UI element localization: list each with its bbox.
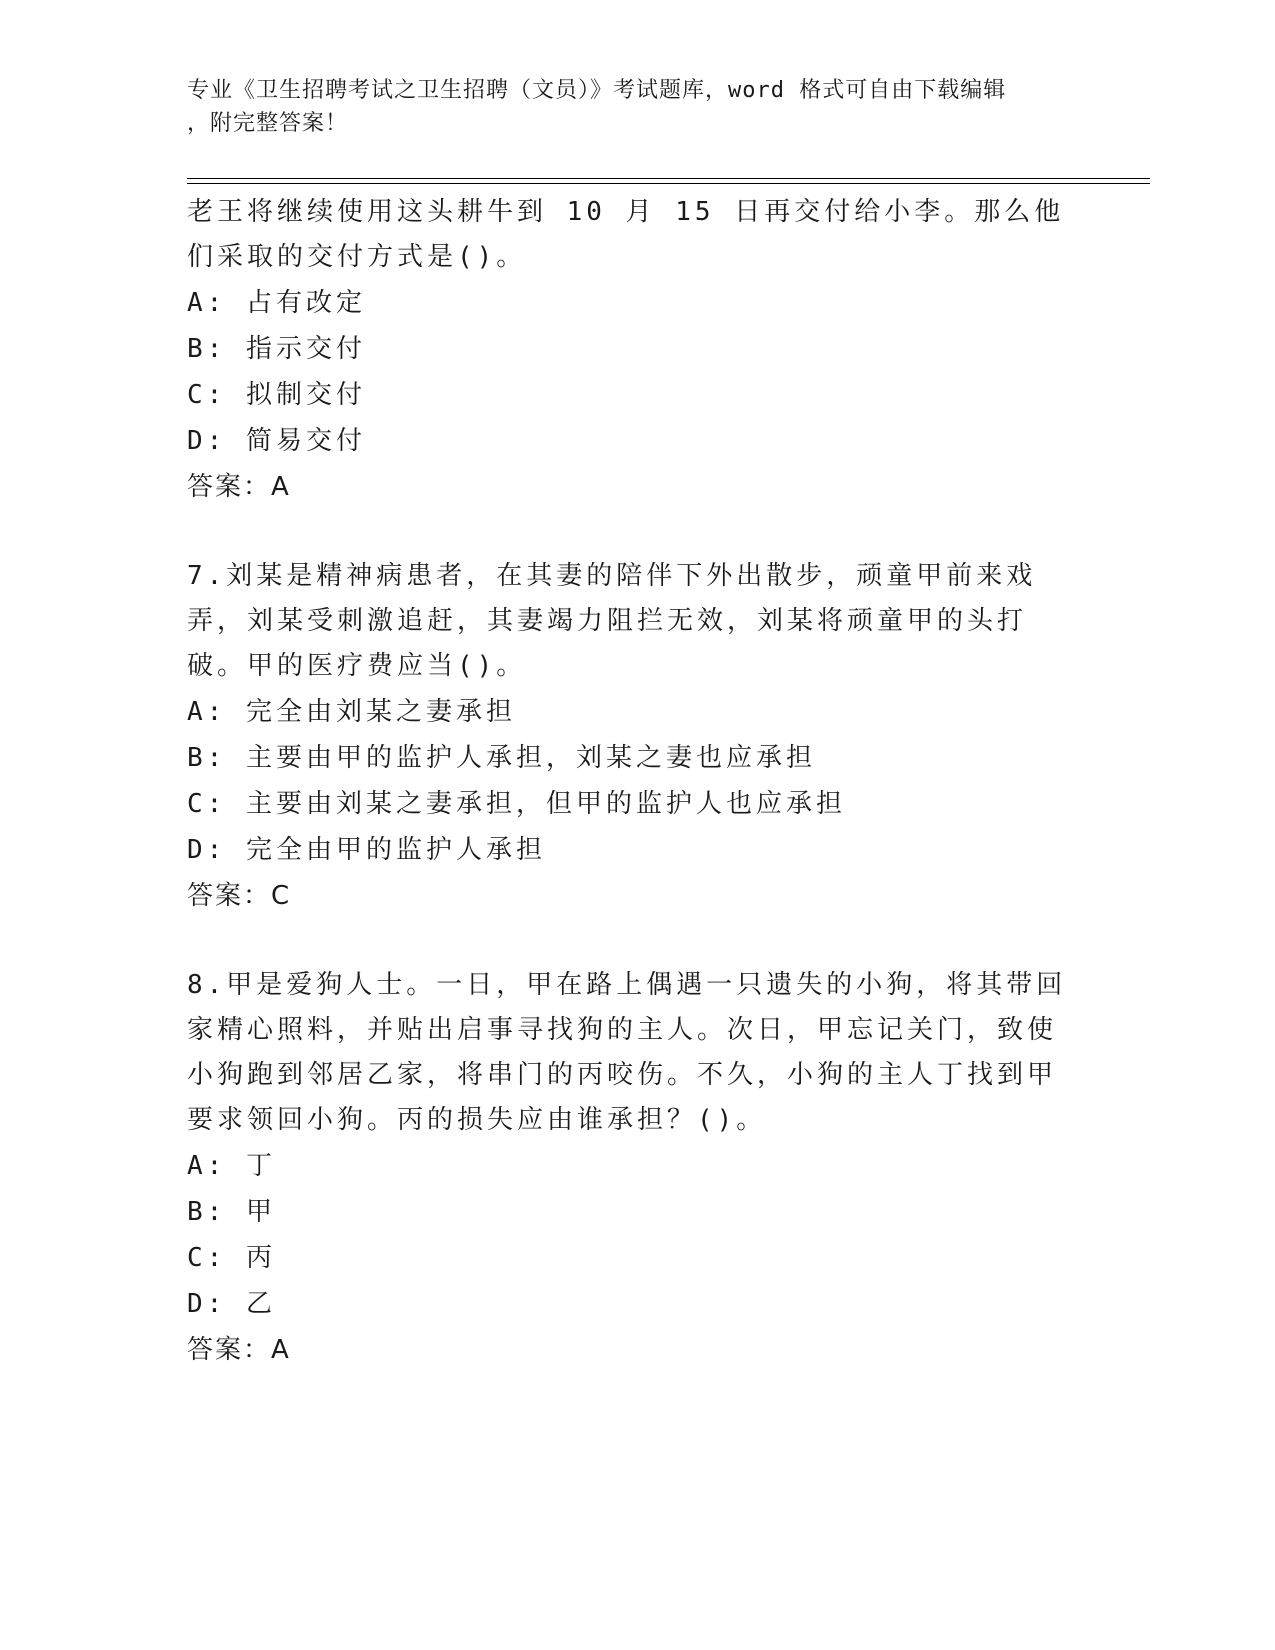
question-block [187,190,1067,510]
question-text: 8.甲是爱狗人士。一日，甲在路上偶遇一只遗失的小狗，将其带回家精心照料，并贴出启事寻找狗的主人。次日，甲忘记关门，致使小狗跑到邻居乙家，将串门的丙咬伤。不久，小狗的主人丁找到甲要求领回小狗。丙的损失应由谁承担？()。 [187,970,1067,1135]
answer-line: 答案：A [187,1335,291,1365]
question-list [187,190,1067,1373]
option-b: B: 主要由甲的监护人承担，刘某之妻也应承担 [187,743,816,773]
question-block [187,963,1067,1373]
spacer [187,919,1067,963]
option-a: A: 完全由刘某之妻承担 [187,697,516,727]
option-a: A: 丁 [187,1151,276,1181]
question-text: 老王将继续使用这头耕牛到 10 月 15 日再交付给小李。那么他们采取的交付方式是()。 [187,197,1065,272]
option-c: C: 主要由刘某之妻承担，但甲的监护人也应承担 [187,789,846,819]
option-d: D: 乙 [187,1289,276,1319]
header-divider [187,178,1150,179]
option-d: D: 完全由甲的监护人承担 [187,835,546,865]
option-c: C: 丙 [187,1243,276,1273]
question-text: 7.刘某是精神病患者，在其妻的陪伴下外出散步，顽童甲前来戏弄，刘某受刺激追赶，其妻竭力阻拦无效，刘某将顽童甲的头打破。甲的医疗费应当()。 [187,561,1037,681]
header-divider-secondary [187,183,1150,184]
option-a: A: 占有改定 [187,288,366,318]
option-c: C: 拟制交付 [187,380,366,410]
option-b: B: 指示交付 [187,334,366,364]
page-header: 专业《卫生招聘考试之卫生招聘（文员）》考试题库，word 格式可自由下载编辑 ，附完整答案！ [187,78,1007,136]
option-b: B: 甲 [187,1197,276,1227]
answer-line: 答案：A [187,472,291,502]
option-d: D: 简易交付 [187,426,366,456]
question-block [187,554,1067,919]
spacer [187,510,1067,554]
answer-line: 答案：C [187,881,292,911]
